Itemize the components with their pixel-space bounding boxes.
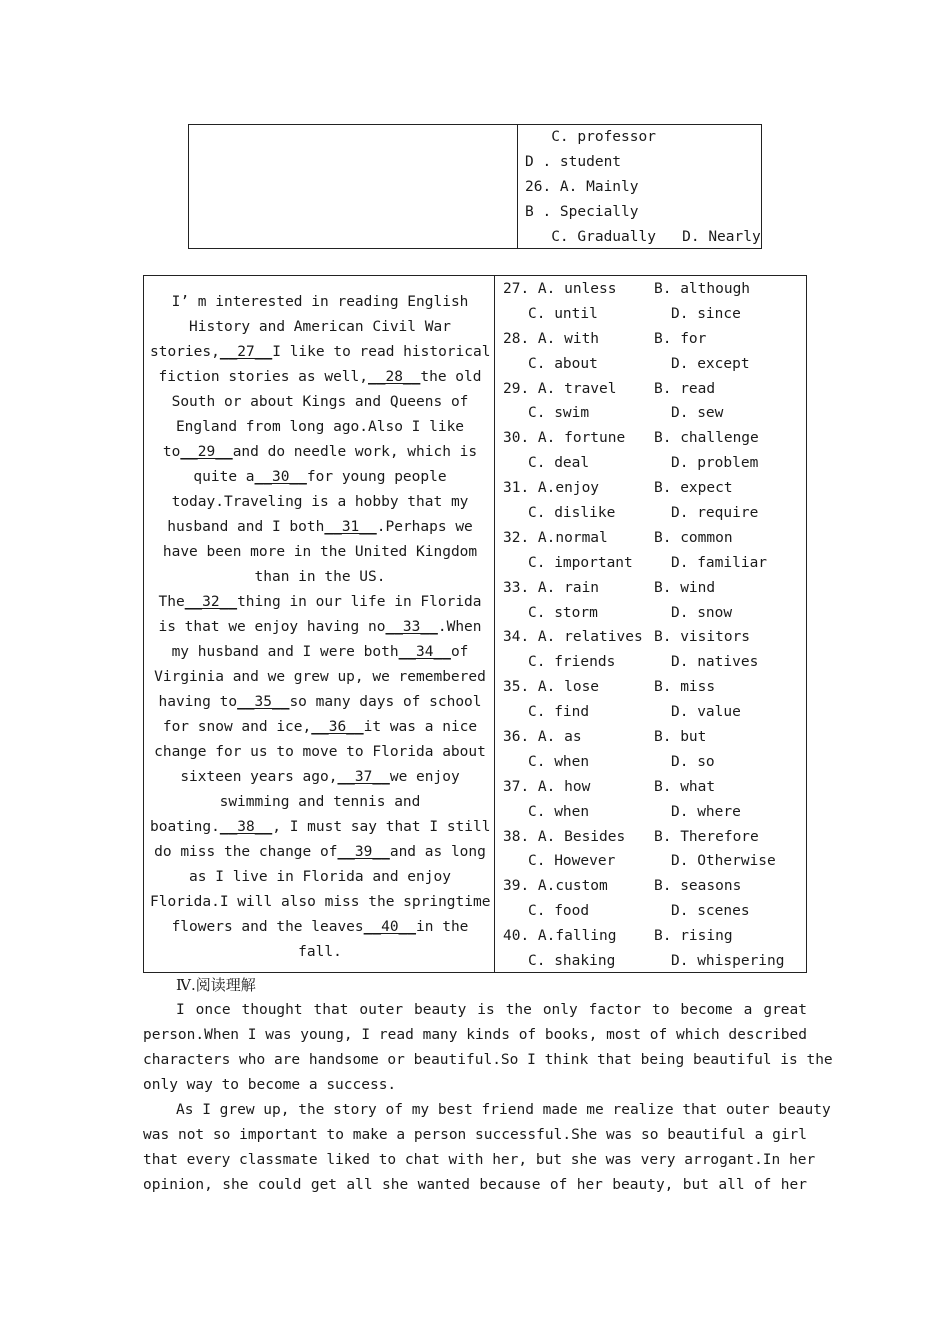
- blank: __38__: [219, 819, 273, 835]
- passage-line: [150, 815, 490, 840]
- option-a: C. shaking: [528, 953, 616, 970]
- passage-text: the old: [420, 369, 482, 385]
- passage-text: having to: [158, 694, 238, 710]
- passage-text: is that we enjoy having no: [158, 619, 386, 635]
- passage-line: [150, 865, 490, 890]
- passage-line: [150, 590, 490, 615]
- blank: __35__: [237, 694, 290, 710]
- option-b: D. require: [671, 505, 759, 522]
- blank: __30__: [254, 469, 307, 485]
- passage-line: [150, 290, 490, 315]
- passage-text: in the: [416, 919, 469, 935]
- option-a: 32. A.normal: [503, 529, 608, 546]
- passage-line: [150, 490, 490, 515]
- option-row: [503, 501, 803, 526]
- option-a: C. when: [528, 803, 590, 820]
- option-b: B. challenge: [654, 430, 759, 447]
- paragraph-line: that every classmate liked to chat with her, but she was very arrogant.In her: [143, 1152, 816, 1168]
- option-a: 39. A.custom: [503, 878, 608, 895]
- option-b: D. so: [671, 753, 715, 770]
- option-a: C. However: [528, 853, 616, 870]
- option-line: D . student: [525, 154, 622, 170]
- option-row: [503, 899, 803, 924]
- passage-text: Virginia and we grew up, we remembered: [154, 669, 486, 685]
- option-b: D. snow: [671, 604, 733, 621]
- blank: __34__: [398, 644, 451, 660]
- passage-text: I’ m interested in reading English: [171, 294, 469, 310]
- option-a: C. until: [528, 305, 598, 322]
- option-a: 40. A.falling: [503, 928, 617, 945]
- option-b: B. for: [654, 330, 707, 347]
- option-b: D. whispering: [671, 953, 785, 970]
- passage-text: my husband and I were both: [171, 644, 399, 660]
- option-a: 27. A. unless: [503, 281, 617, 297]
- option-row: [503, 849, 803, 874]
- blank: __28__: [368, 369, 421, 385]
- blank: __40__: [363, 919, 417, 935]
- option-a: C. about: [528, 355, 598, 372]
- passage-text: South or about Kings and Queens of: [171, 394, 469, 410]
- option-a: 37. A. how: [503, 778, 591, 795]
- option-b: B. what: [654, 778, 716, 795]
- option-b: D. where: [671, 803, 741, 820]
- option-b: B. read: [654, 380, 716, 397]
- passage-text: thing in our life in Florida: [237, 594, 482, 610]
- option-row: [503, 825, 803, 850]
- option-row: [503, 775, 803, 800]
- option-b: D. natives: [671, 654, 759, 671]
- options-table-top: [188, 124, 762, 249]
- passage-text: swimming and tennis and: [219, 794, 421, 810]
- option-row: [503, 277, 803, 302]
- blank: __32__: [184, 594, 238, 610]
- option-row: [503, 800, 803, 825]
- passage-line: [150, 890, 490, 915]
- passage-text: History and American Civil War: [189, 319, 451, 335]
- passage-text: .When: [437, 619, 482, 635]
- passage-line: [150, 765, 490, 790]
- paragraph-line: characters who are handsome or beautiful.So I think that being beautiful is the: [143, 1052, 833, 1068]
- passage-line: [150, 615, 490, 640]
- option-b: B. seasons: [654, 878, 742, 895]
- option-b: D. problem: [671, 455, 759, 472]
- option-row: [503, 526, 803, 551]
- passage-text: have been more in the United Kingdom: [162, 544, 478, 560]
- passage-text: so many days of school: [289, 694, 482, 710]
- passage-text: flowers and the leaves: [171, 919, 364, 935]
- passage-line: [150, 940, 490, 965]
- passage-line: [150, 665, 490, 690]
- option-b: B. expect: [654, 480, 733, 497]
- passage-text: as I live in Florida and enjoy: [189, 869, 451, 885]
- passage-line: [150, 790, 490, 815]
- passage-text: The: [158, 594, 185, 610]
- option-row: [503, 924, 803, 949]
- cloze-options: [503, 277, 803, 974]
- column-divider: [517, 125, 518, 248]
- section-heading: Ⅳ.阅读理解: [176, 976, 256, 994]
- option-row: [503, 675, 803, 700]
- passage-text: fiction stories as well,: [158, 369, 368, 385]
- option-a: C. deal: [528, 455, 590, 472]
- option-a: C. friends: [528, 654, 616, 671]
- passage-line: [150, 915, 490, 940]
- passage-text: than in the US.: [254, 569, 386, 585]
- passage-text: for snow and ice,: [162, 719, 312, 735]
- option-row: [503, 750, 803, 775]
- passage-line: [150, 365, 490, 390]
- option-a: 38. A. Besides: [503, 828, 626, 845]
- option-a: C. food: [528, 903, 590, 920]
- option-line: C. Gradually D. Nearly: [525, 229, 761, 245]
- option-row: [503, 949, 803, 974]
- option-a: 33. A. rain: [503, 579, 600, 596]
- option-b: B. but: [654, 729, 707, 746]
- passage-text: Florida.I will also miss the springtime: [150, 894, 491, 910]
- option-line: 26. A. Mainly: [525, 179, 639, 195]
- option-a: C. swim: [528, 405, 590, 422]
- option-line: B . Specially: [525, 204, 639, 220]
- paragraph-line: As I grew up, the story of my best friend made me realize that outer beauty: [176, 1102, 831, 1118]
- option-b: D. Otherwise: [671, 853, 776, 870]
- option-a: 28. A. with: [503, 330, 600, 347]
- option-a: C. find: [528, 704, 590, 721]
- passage-text: boating.: [150, 819, 220, 835]
- passage-line: [150, 465, 490, 490]
- option-b: B. rising: [654, 928, 733, 945]
- passage-text: , I must say that I still: [272, 819, 491, 835]
- passage-line: [150, 315, 490, 340]
- passage-line: [150, 540, 490, 565]
- passage-line: [150, 690, 490, 715]
- option-a: 31. A.enjoy: [503, 480, 600, 497]
- passage-line: [150, 640, 490, 665]
- option-row: [503, 725, 803, 750]
- option-b: D. since: [671, 305, 741, 322]
- passage-text: do miss the change of: [154, 844, 338, 860]
- option-a: 30. A. fortune: [503, 430, 626, 447]
- passage-text: and as long: [389, 844, 486, 860]
- paragraph-line: only way to become a success.: [143, 1077, 397, 1093]
- option-a: C. storm: [528, 604, 598, 621]
- option-a: 29. A. travel: [503, 380, 617, 397]
- option-row: [503, 377, 803, 402]
- passage-text: it was a nice: [363, 719, 478, 735]
- blank: __29__: [180, 444, 233, 460]
- passage-text: .Perhaps we: [376, 519, 473, 535]
- option-row: [503, 352, 803, 377]
- passage-text: for young people: [306, 469, 447, 485]
- passage-text: and do needle work, which is: [232, 444, 478, 460]
- cloze-passage: [150, 290, 490, 965]
- blank: __31__: [324, 519, 377, 535]
- passage-text: of: [450, 644, 469, 660]
- option-b: B. common: [654, 529, 733, 546]
- passage-text: sixteen years ago,: [180, 769, 338, 785]
- option-b: B. miss: [654, 679, 716, 696]
- paragraph-line: opinion, she could get all she wanted because of her beauty, but all of her: [143, 1177, 807, 1193]
- option-b: D. scenes: [671, 903, 750, 920]
- option-row: [503, 476, 803, 501]
- paragraph-line: I once thought that outer beauty is the only factor to become a great: [176, 1002, 807, 1018]
- option-row: [503, 551, 803, 576]
- passage-text: quite a: [193, 469, 255, 485]
- passage-line: [150, 515, 490, 540]
- option-row: [503, 426, 803, 451]
- passage-line: [150, 440, 490, 465]
- blank: __36__: [311, 719, 364, 735]
- passage-line: [150, 340, 490, 365]
- option-a: 34. A. relatives: [503, 629, 643, 646]
- option-row: [503, 650, 803, 675]
- passage-line: [150, 840, 490, 865]
- passage-line: [150, 740, 490, 765]
- paragraph-line: was not so important to make a person successful.She was so beautiful a girl: [143, 1127, 807, 1143]
- paragraph-line: person.When I was young, I read many kinds of books, most of which described: [143, 1027, 807, 1043]
- passage-text: England from long ago.Also I like: [175, 419, 465, 435]
- passage-line: [150, 390, 490, 415]
- option-row: [503, 327, 803, 352]
- option-row: [503, 625, 803, 650]
- cloze-table: [143, 275, 807, 973]
- column-divider: [494, 276, 495, 972]
- option-a: C. dislike: [528, 505, 616, 522]
- option-row: [503, 451, 803, 476]
- option-b: B. Therefore: [654, 828, 759, 845]
- options-column: [525, 125, 761, 250]
- blank: __37__: [337, 769, 390, 785]
- passage-text: we enjoy: [389, 769, 460, 785]
- option-a: C. when: [528, 753, 590, 770]
- reading-body: [143, 998, 833, 1198]
- option-row: [503, 401, 803, 426]
- passage-text: today.Traveling is a hobby that my: [171, 494, 469, 510]
- passage-line: [150, 715, 490, 740]
- option-b: D. except: [671, 355, 750, 372]
- passage-text: stories,: [150, 344, 220, 360]
- option-a: 35. A. lose: [503, 679, 600, 696]
- passage-line: [150, 565, 490, 590]
- blank: __33__: [385, 619, 438, 635]
- blank: __39__: [337, 844, 390, 860]
- option-b: D. sew: [671, 405, 724, 422]
- reading-section: [143, 973, 833, 1198]
- option-row: [503, 874, 803, 899]
- option-row: [503, 700, 803, 725]
- option-b: D. value: [671, 704, 741, 721]
- passage-line: [150, 415, 490, 440]
- option-b: B. although: [654, 281, 751, 297]
- passage-text: husband and I both: [167, 519, 325, 535]
- option-a: 36. A. as: [503, 729, 582, 746]
- option-row: [503, 601, 803, 626]
- blank: __27__: [219, 344, 273, 360]
- option-b: B. visitors: [654, 629, 751, 646]
- passage-text: to: [162, 444, 181, 460]
- option-line: C. professor: [525, 129, 656, 145]
- option-row: [503, 302, 803, 327]
- option-b: B. wind: [654, 579, 716, 596]
- passage-text: change for us to move to Florida about: [154, 744, 486, 760]
- passage-text: I like to read historical: [272, 344, 491, 360]
- option-row: [503, 576, 803, 601]
- passage-text: fall.: [298, 944, 342, 960]
- option-a: C. important: [528, 554, 633, 571]
- option-b: D. familiar: [671, 554, 768, 571]
